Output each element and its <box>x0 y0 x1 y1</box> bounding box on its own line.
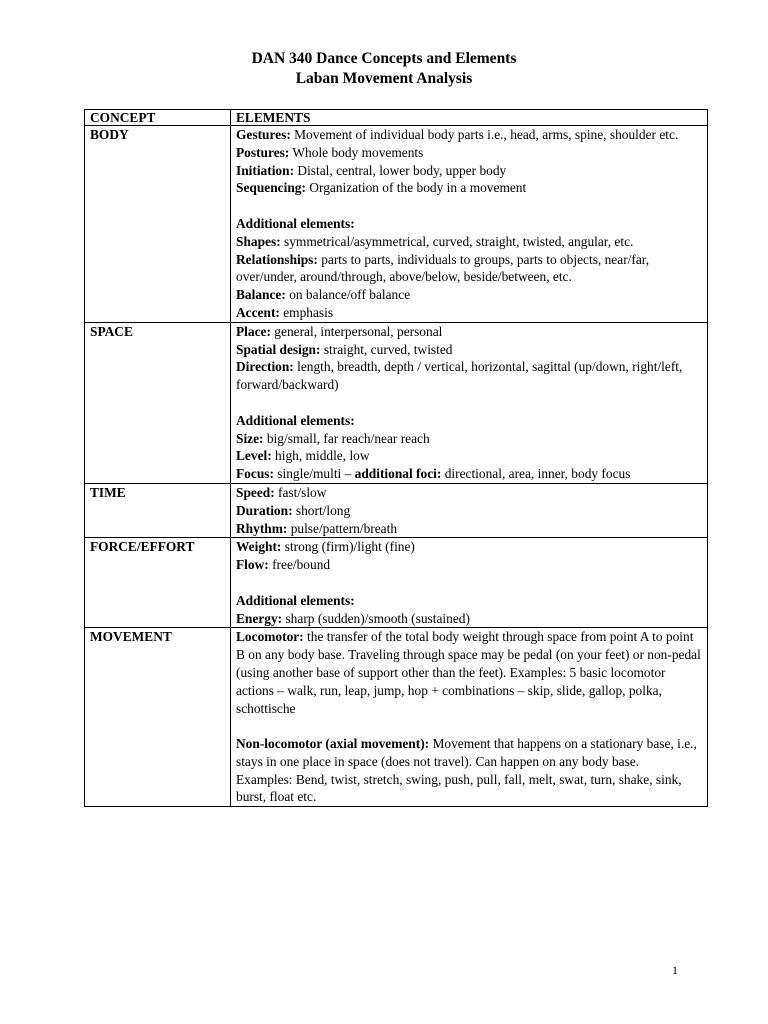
element-line <box>236 126 703 144</box>
elements-cell <box>231 538 708 628</box>
element-line <box>236 304 703 322</box>
element-line <box>236 610 703 628</box>
element-label: Initiation: <box>236 162 295 178</box>
element-label: Duration: <box>236 502 293 518</box>
concept-cell: BODY <box>85 126 231 323</box>
element-text: directional, area, inner, body focus <box>441 466 631 482</box>
element-text: fast/slow <box>274 484 327 500</box>
element-text: symmetrical/asymmetrical, curved, straight, twisted, angular, etc. <box>280 233 634 249</box>
element-line <box>236 556 703 574</box>
elements-cell <box>231 628 708 807</box>
element-line <box>236 502 703 520</box>
element-text: strong (firm)/light (fine) <box>281 539 415 555</box>
spacer <box>236 717 703 735</box>
element-line <box>236 215 703 233</box>
element-text: Movement of individual body parts i.e., head, arms, spine, shoulder etc. <box>290 127 679 142</box>
table-row <box>85 538 708 628</box>
element-line <box>236 233 703 251</box>
element-text: straight, curved, twisted <box>320 341 453 357</box>
element-text: Movement that happens on a stationary base, i.e., stays in one place in space (does not travel). Can happen on any body base. <box>236 736 697 769</box>
elements-cell <box>231 126 708 323</box>
element-line <box>236 735 703 771</box>
element-line <box>236 323 703 341</box>
element-text: Distal, central, lower body, upper body <box>294 162 507 178</box>
header-concept: CONCEPT <box>85 110 231 126</box>
element-label: Sequencing: <box>236 180 306 196</box>
concepts-table <box>84 109 708 807</box>
element-line <box>236 286 703 304</box>
element-text: short/long <box>292 502 351 518</box>
element-line <box>236 430 703 448</box>
element-label: Level: <box>236 448 272 464</box>
element-label: Place: <box>236 323 271 339</box>
element-line <box>236 162 703 180</box>
element-text: parts to parts, individuals to groups, parts to objects, near/far, over/under, around/through, above/below, beside/between, etc. <box>236 251 650 285</box>
element-text: Organization of the body in a movement <box>305 180 527 196</box>
element-label: Balance: <box>236 287 286 303</box>
element-text: free/bound <box>268 557 331 573</box>
element-text: emphasis <box>279 304 334 320</box>
document-title: DAN 340 Dance Concepts and Elements <box>251 50 517 67</box>
element-text: general, interpersonal, personal <box>270 323 443 339</box>
element-label: Speed: <box>236 484 275 500</box>
element-line <box>236 465 703 483</box>
element-line <box>236 447 703 465</box>
element-line <box>236 592 703 610</box>
element-label: Size: <box>236 430 264 446</box>
element-label: Locomotor: <box>236 629 304 645</box>
element-label: Energy: <box>236 610 283 626</box>
element-label: Focus: <box>236 466 274 482</box>
element-line <box>236 251 703 287</box>
element-line <box>236 341 703 359</box>
element-label: Direction: <box>236 359 294 375</box>
element-line <box>236 144 703 162</box>
header-elements: ELEMENTS <box>231 110 708 126</box>
element-line <box>236 484 703 502</box>
element-text: Examples: Bend, twist, stretch, swing, push, pull, fall, melt, swat, turn, shake, sink, burst, float etc. <box>236 771 682 805</box>
element-label: Relationships: <box>236 251 318 267</box>
element-line <box>236 771 703 807</box>
table-header-row <box>85 110 708 126</box>
element-label: Rhythm: <box>236 520 288 536</box>
concept-cell: SPACE <box>85 322 231 483</box>
document-subtitle: Laban Movement Analysis <box>295 70 473 87</box>
element-text: Whole body movements <box>289 144 424 160</box>
element-label: Shapes: <box>236 233 281 249</box>
element-line <box>236 628 703 717</box>
element-text: sharp (sudden)/smooth (sustained) <box>282 610 470 626</box>
element-label: Accent: <box>236 304 280 320</box>
element-label: Non-locomotor (axial movement): <box>236 736 430 752</box>
element-label: Postures: <box>236 144 290 160</box>
element-label: Additional elements: <box>236 412 355 428</box>
element-label: Flow: <box>236 557 269 573</box>
table-row <box>85 483 708 537</box>
element-text: single/multi – <box>273 466 355 482</box>
element-label: Weight: <box>236 539 282 555</box>
page-number: 1 <box>672 963 678 977</box>
element-line <box>236 520 703 538</box>
table-row <box>85 628 708 807</box>
table-row <box>85 322 708 483</box>
element-label: Spatial design: <box>236 341 321 357</box>
concept-cell: MOVEMENT <box>85 628 231 807</box>
element-text: the transfer of the total body weight through space from point A to point B on any body base. Traveling through space may be pedal (on your feet) or non-pedal (using another base of support other than the feet). Examples: 5 basic locomotor actions – walk, run, leap, jump, hop + combinations – skip, slide, gallop, polka, schottische <box>236 629 701 716</box>
element-line <box>236 179 703 197</box>
element-label: Additional elements: <box>236 215 355 231</box>
spacer <box>236 394 703 412</box>
element-text: high, middle, low <box>271 448 370 464</box>
concept-cell: TIME <box>85 483 231 537</box>
element-label: Gestures: <box>236 127 291 142</box>
element-text: length, breadth, depth / vertical, horizontal, sagittal (up/down, right/left, forward/backward) <box>236 359 683 393</box>
table-row <box>85 126 708 323</box>
elements-cell <box>231 483 708 537</box>
element-text: on balance/off balance <box>285 287 411 303</box>
element-text: big/small, far reach/near reach <box>263 430 430 446</box>
element-text: pulse/pattern/breath <box>287 520 398 536</box>
element-label: Additional elements: <box>236 592 355 608</box>
concept-cell: FORCE/EFFORT <box>85 538 231 628</box>
elements-cell <box>231 322 708 483</box>
element-line <box>236 412 703 430</box>
spacer <box>236 197 703 215</box>
spacer <box>236 574 703 592</box>
element-label: additional foci: <box>354 466 442 482</box>
element-line <box>236 538 703 556</box>
element-line <box>236 358 703 394</box>
